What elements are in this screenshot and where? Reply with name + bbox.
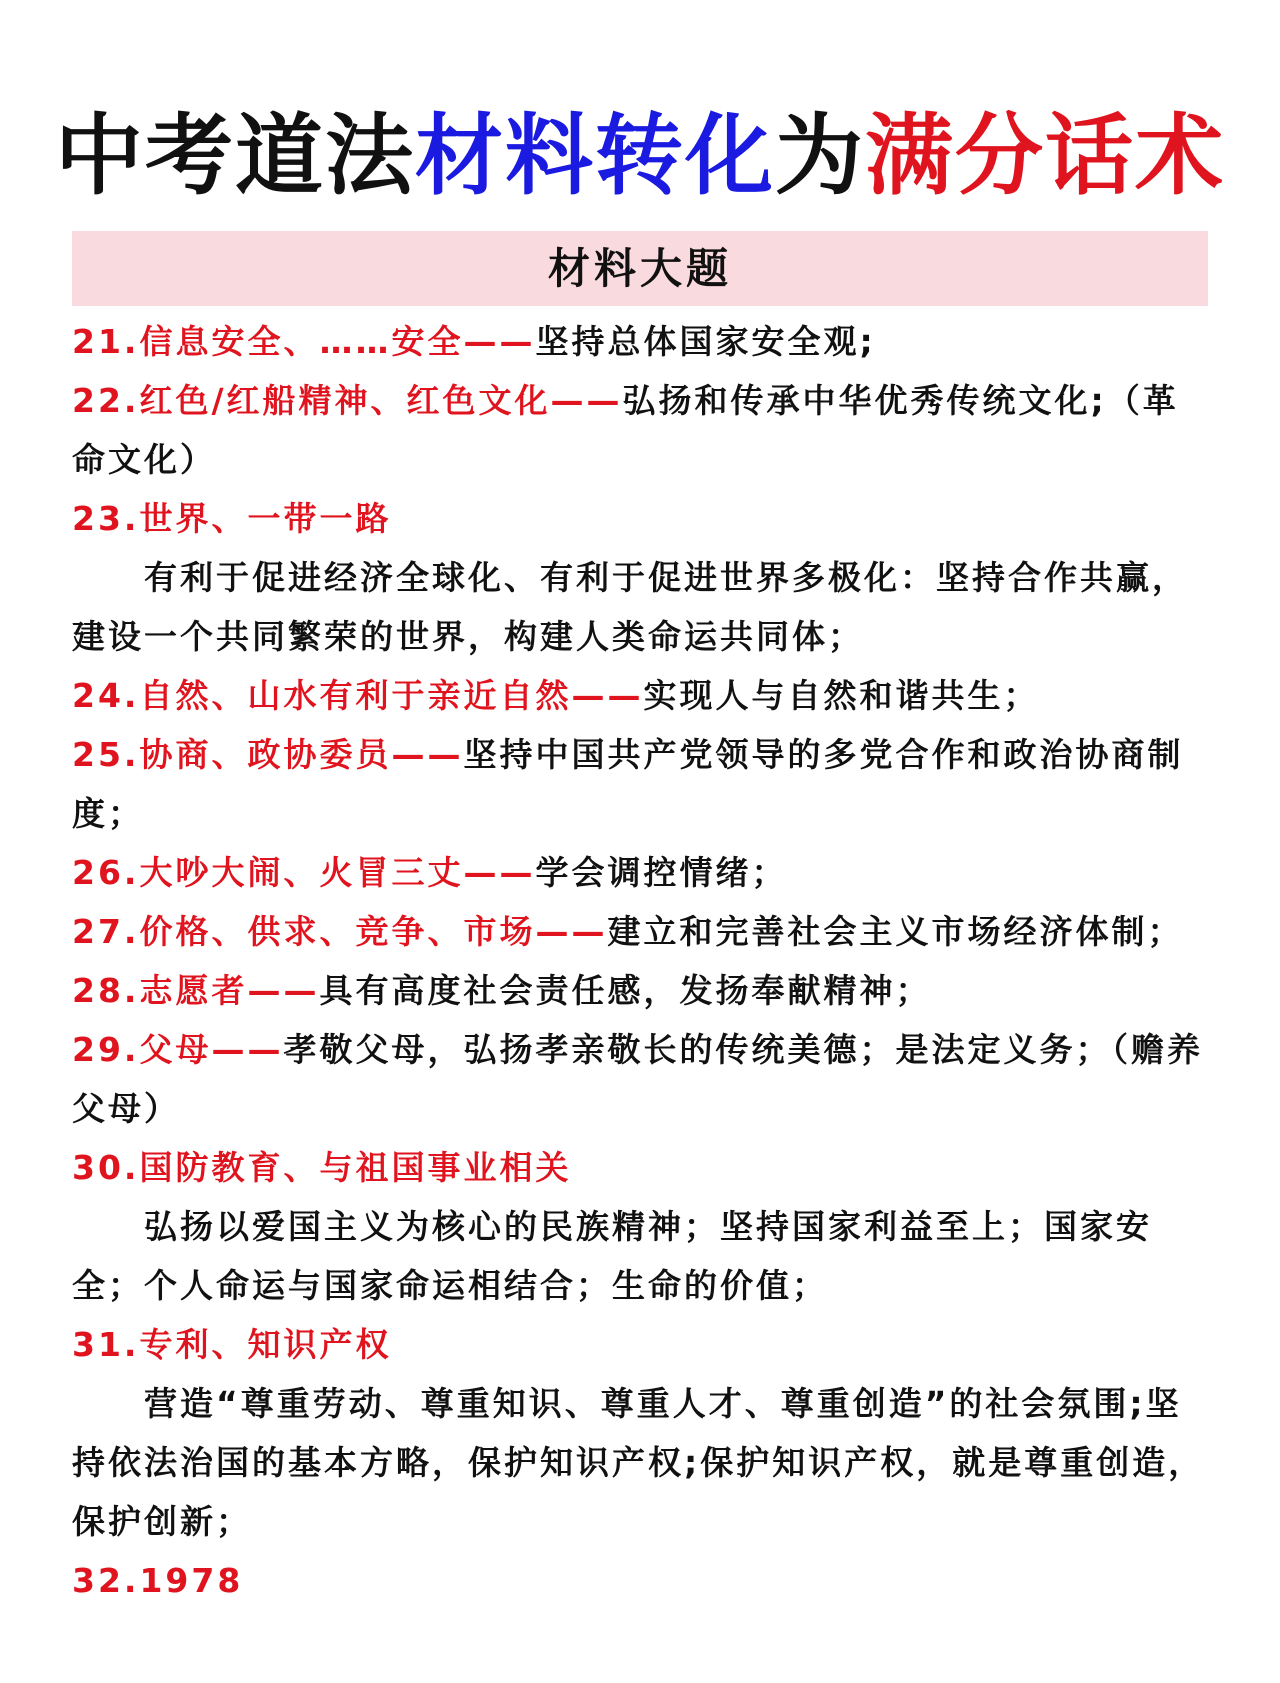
item-keyword: 32.1978 — [72, 1561, 244, 1600]
item-text: 坚持总体国家安全观; — [535, 322, 876, 361]
list-item — [72, 843, 1208, 902]
list-item — [72, 1374, 1208, 1551]
list-item — [72, 725, 1208, 843]
item-text: 孝敬父母，弘扬孝亲敬长的传统美德；是法定义务；（赡养父母） — [72, 1030, 1203, 1128]
list-item — [72, 1020, 1208, 1138]
item-keyword: 21.信息安全、……安全—— — [72, 322, 536, 361]
list-item — [72, 1197, 1208, 1315]
list-item — [72, 371, 1208, 489]
item-text: 建立和完善社会主义市场经济体制； — [607, 912, 1184, 951]
list-item — [72, 1315, 1208, 1374]
title-part-4: 满分话术 — [865, 103, 1226, 207]
item-keyword: 31.专利、知识产权 — [72, 1325, 392, 1364]
item-keyword: 28.志愿者—— — [72, 971, 320, 1010]
item-keyword: 23.世界、一带一路 — [72, 499, 392, 538]
item-keyword: 27.价格、供求、竞争、市场—— — [72, 912, 608, 951]
item-text: 有利于促进经济全球化、有利于促进世界多极化：坚持合作共赢，建设一个共同繁荣的世界，构建人类命运共同体； — [72, 558, 1188, 656]
title-part-3: 为 — [775, 103, 866, 207]
list-item — [72, 548, 1208, 666]
list-item — [72, 489, 1208, 548]
list-item — [72, 666, 1208, 725]
page-title — [0, 100, 1280, 210]
list-item — [72, 1138, 1208, 1197]
list-item — [72, 312, 1208, 371]
title-part-1: 中考道法 — [54, 103, 415, 207]
title-part-2: 材料转化 — [414, 103, 775, 207]
item-text: 具有高度社会责任感，发扬奉献精神； — [319, 971, 932, 1010]
item-keyword: 30.国防教育、与祖国事业相关 — [72, 1148, 572, 1187]
item-text: 实现人与自然和谐共生； — [643, 676, 1040, 715]
item-keyword: 22.红色/红船精神、红色文化—— — [72, 381, 623, 420]
list-item — [72, 902, 1208, 961]
item-keyword: 29.父母—— — [72, 1030, 284, 1069]
item-text: 学会调控情绪； — [535, 853, 788, 892]
item-text: 营造“尊重劳动、尊重知识、尊重人才、尊重创造”的社会氛围;坚持依法治国的基本方略，保护知识产权;保护知识产权，就是尊重创造，保护创新； — [72, 1384, 1205, 1541]
item-text: 弘扬以爱国主义为核心的民族精神；坚持国家利益至上；国家安全；个人命运与国家命运相结合；生命的价值； — [72, 1207, 1152, 1305]
item-text: 坚持中国共产党领导的多党合作和政治协商制度； — [72, 735, 1184, 833]
item-keyword: 25.协商、政协委员—— — [72, 735, 464, 774]
list-item — [72, 961, 1208, 1020]
item-list — [72, 312, 1208, 1610]
item-text: 弘扬和传承中华优秀传统文化;（革命文化） — [72, 381, 1179, 479]
list-item — [72, 1551, 1208, 1610]
section-header: 材料大题 — [72, 231, 1208, 306]
item-keyword: 24.自然、山水有利于亲近自然—— — [72, 676, 644, 715]
item-keyword: 26.大吵大闹、火冒三丈—— — [72, 853, 536, 892]
